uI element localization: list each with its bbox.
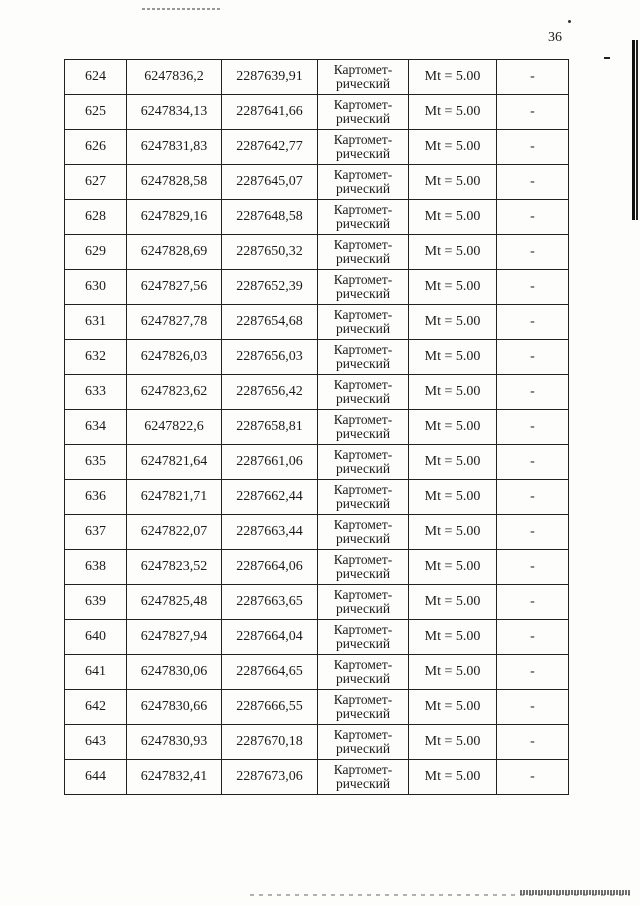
x-coordinate-cell: 6247830,93 <box>127 725 222 760</box>
method-text-line: Картомет- <box>333 447 393 462</box>
method-text-line: Картомет- <box>333 342 393 357</box>
method-text-line: Картомет- <box>333 517 393 532</box>
note-cell: - <box>497 480 569 515</box>
method-text-line: рический <box>335 426 391 441</box>
method-text-line: Картомет- <box>333 692 393 707</box>
accuracy-cell: Mt = 5.00 <box>409 585 497 620</box>
note-cell: - <box>497 375 569 410</box>
table-row <box>65 655 569 690</box>
x-coordinate-cell: 6247831,83 <box>127 130 222 165</box>
note-cell: - <box>497 270 569 305</box>
method-cell <box>318 270 409 305</box>
point-number-cell: 640 <box>65 620 127 655</box>
note-cell: - <box>497 410 569 445</box>
note-cell: - <box>497 690 569 725</box>
method-text-line: рический <box>335 111 391 126</box>
point-number-cell: 643 <box>65 725 127 760</box>
method-text-line: Картомет- <box>333 97 393 112</box>
x-coordinate-cell: 6247822,07 <box>127 515 222 550</box>
y-coordinate-cell: 2287654,68 <box>222 305 318 340</box>
point-number-cell: 633 <box>65 375 127 410</box>
y-coordinate-cell: 2287666,55 <box>222 690 318 725</box>
method-text-line: Картомет- <box>333 552 393 567</box>
table-row <box>65 410 569 445</box>
y-coordinate-cell: 2287650,32 <box>222 235 318 270</box>
table-row <box>65 515 569 550</box>
accuracy-cell: Mt = 5.00 <box>409 165 497 200</box>
method-text-line: рический <box>335 636 391 651</box>
method-text-line: Картомет- <box>333 377 393 392</box>
note-cell: - <box>497 655 569 690</box>
method-cell <box>318 445 409 480</box>
table-row <box>65 270 569 305</box>
method-text-line: рический <box>335 531 391 546</box>
point-number-cell: 627 <box>65 165 127 200</box>
table-row <box>65 60 569 95</box>
accuracy-cell: Mt = 5.00 <box>409 340 497 375</box>
method-cell <box>318 725 409 760</box>
method-cell <box>318 340 409 375</box>
method-text-line: рический <box>335 321 391 336</box>
table-row <box>65 620 569 655</box>
note-cell: - <box>497 130 569 165</box>
accuracy-cell: Mt = 5.00 <box>409 200 497 235</box>
x-coordinate-cell: 6247830,06 <box>127 655 222 690</box>
method-cell <box>318 410 409 445</box>
y-coordinate-cell: 2287670,18 <box>222 725 318 760</box>
accuracy-cell: Mt = 5.00 <box>409 655 497 690</box>
point-number-cell: 635 <box>65 445 127 480</box>
table-row <box>65 95 569 130</box>
table-row <box>65 200 569 235</box>
method-text-line: рический <box>335 286 391 301</box>
accuracy-cell: Mt = 5.00 <box>409 95 497 130</box>
accuracy-cell: Mt = 5.00 <box>409 305 497 340</box>
y-coordinate-cell: 2287663,44 <box>222 515 318 550</box>
note-cell: - <box>497 340 569 375</box>
method-text-line: Картомет- <box>333 657 393 672</box>
method-text-line: рический <box>335 776 391 791</box>
point-number-cell: 634 <box>65 410 127 445</box>
method-text-line: Картомет- <box>333 587 393 602</box>
accuracy-cell: Mt = 5.00 <box>409 515 497 550</box>
method-text-line: рический <box>335 566 391 581</box>
method-cell <box>318 690 409 725</box>
note-cell: - <box>497 305 569 340</box>
x-coordinate-cell: 6247823,62 <box>127 375 222 410</box>
accuracy-cell: Mt = 5.00 <box>409 235 497 270</box>
x-coordinate-cell: 6247829,16 <box>127 200 222 235</box>
method-text-line: рический <box>335 741 391 756</box>
method-text-line: рический <box>335 601 391 616</box>
method-text-line: Картомет- <box>333 727 393 742</box>
note-cell: - <box>497 60 569 95</box>
method-cell <box>318 550 409 585</box>
method-text-line: рический <box>335 391 391 406</box>
x-coordinate-cell: 6247825,48 <box>127 585 222 620</box>
method-text-line: рический <box>335 496 391 511</box>
method-cell <box>318 165 409 200</box>
point-number-cell: 637 <box>65 515 127 550</box>
accuracy-cell: Mt = 5.00 <box>409 760 497 795</box>
note-cell: - <box>497 550 569 585</box>
scan-artifact-top <box>142 8 222 10</box>
method-cell <box>318 760 409 795</box>
method-text-line: рический <box>335 146 391 161</box>
y-coordinate-cell: 2287641,66 <box>222 95 318 130</box>
note-cell: - <box>497 515 569 550</box>
x-coordinate-cell: 6247821,71 <box>127 480 222 515</box>
x-coordinate-cell: 6247834,13 <box>127 95 222 130</box>
method-text-line: рический <box>335 461 391 476</box>
scan-artifact-dash <box>604 57 610 59</box>
point-number-cell: 642 <box>65 690 127 725</box>
table-row <box>65 375 569 410</box>
table-row <box>65 585 569 620</box>
point-number-cell: 641 <box>65 655 127 690</box>
method-cell <box>318 235 409 270</box>
method-text-line: Картомет- <box>333 237 393 252</box>
method-text-line: рический <box>335 671 391 686</box>
table-row <box>65 480 569 515</box>
note-cell: - <box>497 620 569 655</box>
method-cell <box>318 95 409 130</box>
point-number-cell: 638 <box>65 550 127 585</box>
table-row <box>65 550 569 585</box>
method-cell <box>318 60 409 95</box>
note-cell: - <box>497 200 569 235</box>
y-coordinate-cell: 2287664,65 <box>222 655 318 690</box>
y-coordinate-cell: 2287648,58 <box>222 200 318 235</box>
scan-artifact-bottom-right <box>520 890 630 895</box>
point-number-cell: 636 <box>65 480 127 515</box>
point-number-cell: 626 <box>65 130 127 165</box>
y-coordinate-cell: 2287661,06 <box>222 445 318 480</box>
table-row <box>65 760 569 795</box>
note-cell: - <box>497 445 569 480</box>
point-number-cell: 631 <box>65 305 127 340</box>
table-row <box>65 725 569 760</box>
method-cell <box>318 375 409 410</box>
method-cell <box>318 585 409 620</box>
note-cell: - <box>497 725 569 760</box>
y-coordinate-cell: 2287673,06 <box>222 760 318 795</box>
x-coordinate-cell: 6247823,52 <box>127 550 222 585</box>
x-coordinate-cell: 6247828,58 <box>127 165 222 200</box>
y-coordinate-cell: 2287642,77 <box>222 130 318 165</box>
x-coordinate-cell: 6247830,66 <box>127 690 222 725</box>
y-coordinate-cell: 2287656,42 <box>222 375 318 410</box>
accuracy-cell: Mt = 5.00 <box>409 410 497 445</box>
note-cell: - <box>497 760 569 795</box>
method-text-line: Картомет- <box>333 167 393 182</box>
point-number-cell: 632 <box>65 340 127 375</box>
method-text-line: Картомет- <box>333 272 393 287</box>
note-cell: - <box>497 235 569 270</box>
method-text-line: Картомет- <box>333 762 393 777</box>
accuracy-cell: Mt = 5.00 <box>409 60 497 95</box>
method-cell <box>318 305 409 340</box>
accuracy-cell: Mt = 5.00 <box>409 620 497 655</box>
y-coordinate-cell: 2287663,65 <box>222 585 318 620</box>
point-number-cell: 644 <box>65 760 127 795</box>
method-text-line: Картомет- <box>333 132 393 147</box>
accuracy-cell: Mt = 5.00 <box>409 270 497 305</box>
y-coordinate-cell: 2287652,39 <box>222 270 318 305</box>
accuracy-cell: Mt = 5.00 <box>409 445 497 480</box>
x-coordinate-cell: 6247821,64 <box>127 445 222 480</box>
method-text-line: Картомет- <box>333 307 393 322</box>
method-cell <box>318 480 409 515</box>
y-coordinate-cell: 2287662,44 <box>222 480 318 515</box>
accuracy-cell: Mt = 5.00 <box>409 375 497 410</box>
method-cell <box>318 515 409 550</box>
note-cell: - <box>497 585 569 620</box>
y-coordinate-cell: 2287664,06 <box>222 550 318 585</box>
x-coordinate-cell: 6247827,94 <box>127 620 222 655</box>
table-row <box>65 130 569 165</box>
method-text-line: Картомет- <box>333 412 393 427</box>
y-coordinate-cell: 2287645,07 <box>222 165 318 200</box>
x-coordinate-cell: 6247832,41 <box>127 760 222 795</box>
point-number-cell: 630 <box>65 270 127 305</box>
table-row <box>65 445 569 480</box>
y-coordinate-cell: 2287639,91 <box>222 60 318 95</box>
table-row <box>65 690 569 725</box>
coordinates-table-body <box>65 60 569 795</box>
page-number: 36 <box>548 30 562 45</box>
method-cell <box>318 130 409 165</box>
method-text-line: Картомет- <box>333 622 393 637</box>
method-text-line: рический <box>335 216 391 231</box>
method-cell <box>318 620 409 655</box>
method-text-line: рический <box>335 706 391 721</box>
method-text-line: Картомет- <box>333 482 393 497</box>
x-coordinate-cell: 6247827,78 <box>127 305 222 340</box>
method-text-line: рический <box>335 251 391 266</box>
method-text-line: рический <box>335 181 391 196</box>
x-coordinate-cell: 6247836,2 <box>127 60 222 95</box>
point-number-cell: 639 <box>65 585 127 620</box>
point-number-cell: 625 <box>65 95 127 130</box>
x-coordinate-cell: 6247828,69 <box>127 235 222 270</box>
y-coordinate-cell: 2287656,03 <box>222 340 318 375</box>
method-text-line: рический <box>335 356 391 371</box>
point-number-cell: 624 <box>65 60 127 95</box>
accuracy-cell: Mt = 5.00 <box>409 690 497 725</box>
point-number-cell: 629 <box>65 235 127 270</box>
scan-edge-artifact <box>630 40 640 220</box>
table-row <box>65 305 569 340</box>
y-coordinate-cell: 2287664,04 <box>222 620 318 655</box>
note-cell: - <box>497 165 569 200</box>
x-coordinate-cell: 6247826,03 <box>127 340 222 375</box>
accuracy-cell: Mt = 5.00 <box>409 725 497 760</box>
coordinates-table <box>64 59 569 795</box>
method-cell <box>318 200 409 235</box>
accuracy-cell: Mt = 5.00 <box>409 480 497 515</box>
table-row <box>65 235 569 270</box>
note-cell: - <box>497 95 569 130</box>
method-text-line: Картомет- <box>333 202 393 217</box>
method-text-line: рический <box>335 76 391 91</box>
method-cell <box>318 655 409 690</box>
accuracy-cell: Mt = 5.00 <box>409 550 497 585</box>
table-row <box>65 340 569 375</box>
table-row <box>65 165 569 200</box>
method-text-line: Картомет- <box>333 62 393 77</box>
x-coordinate-cell: 6247827,56 <box>127 270 222 305</box>
y-coordinate-cell: 2287658,81 <box>222 410 318 445</box>
x-coordinate-cell: 6247822,6 <box>127 410 222 445</box>
scan-artifact-dot <box>568 20 571 23</box>
point-number-cell: 628 <box>65 200 127 235</box>
accuracy-cell: Mt = 5.00 <box>409 130 497 165</box>
